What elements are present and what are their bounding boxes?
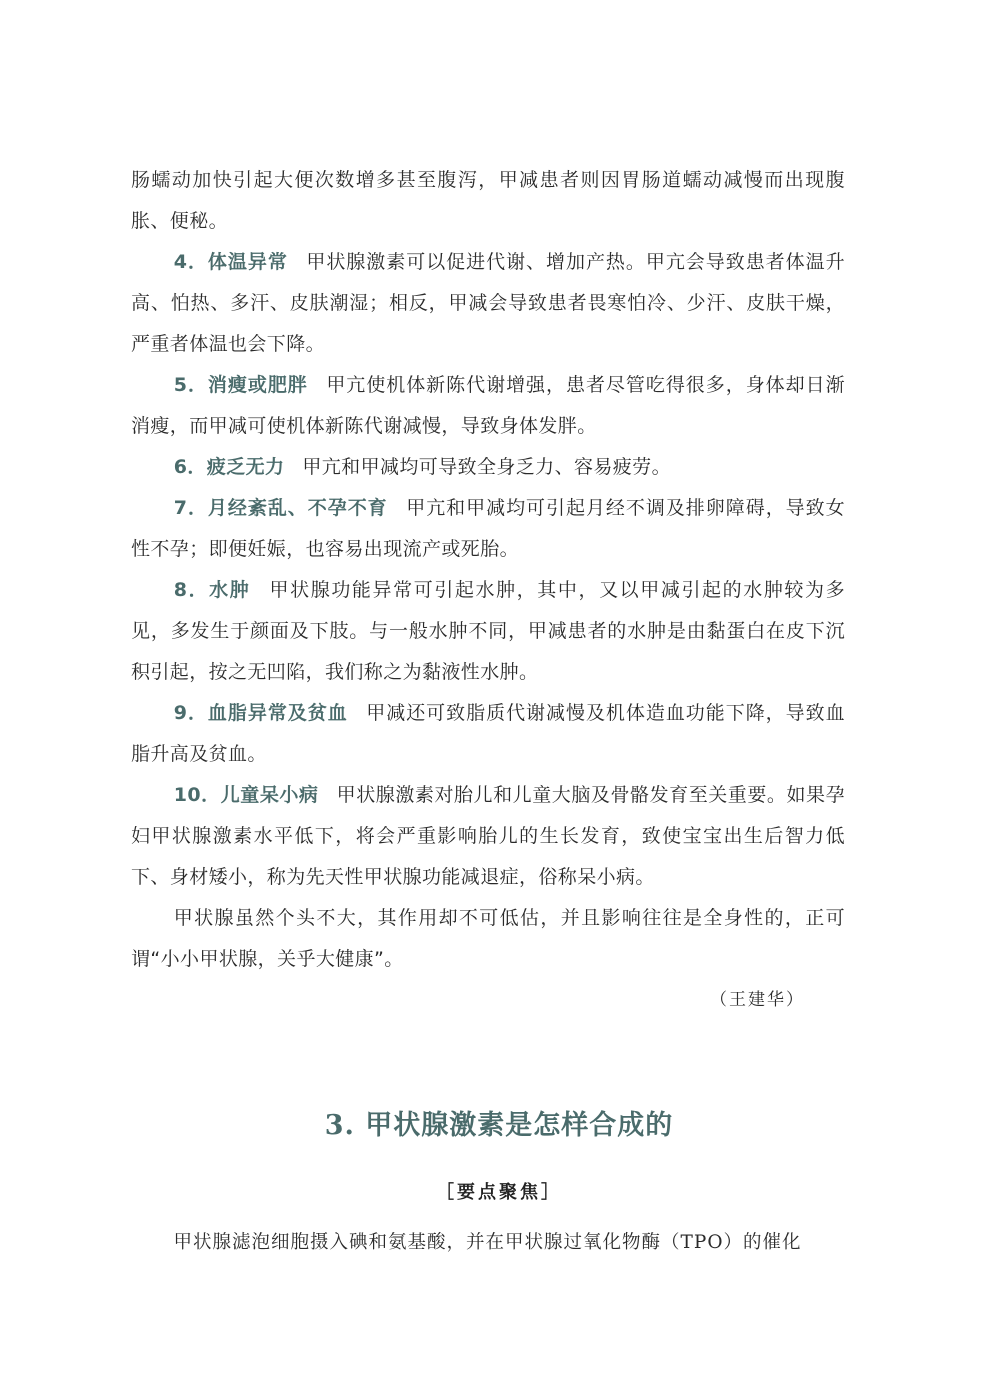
item-text: 甲状腺激素对胎儿和儿童大脑及骨骼发育至关重要。如果孕妇甲状腺激素水平低下，将会严重影响胎儿的生长发育，致使宝宝出生后智力低下、身材矮小，称为先天性甲状腺功能减退症，俗称呆小病。 — [131, 784, 845, 888]
item-text: 甲亢和甲减均可导致全身乏力、容易疲劳。 — [302, 456, 671, 478]
item-heading: 4．体温异常 — [173, 251, 288, 273]
intro-continuation: 肠蠕动加快引起大便次数增多甚至腹泻，甲减患者则因胃肠道蠕动减慢而出现腹胀、便秘。 — [131, 169, 845, 232]
item-text: 甲亢和甲减均可引起月经不调及排卵障碍，导致女性不孕；即便妊娠，也容易出现流产或死胎。 — [131, 497, 845, 560]
conclusion-paragraph: 甲状腺虽然个头不大，其作用却不可低估，并且影响往往是全身性的，正可谓“小小甲状腺，关乎大健康”。 — [131, 907, 845, 970]
item-heading: 5．消瘦或肥胖 — [173, 374, 308, 396]
item-edema — [131, 570, 845, 693]
item-heading: 8．水肿 — [173, 579, 251, 601]
keypoint-label: ［要点聚焦］ — [436, 1182, 562, 1203]
item-text: 甲状腺功能异常可引起水肿，其中，又以甲减引起的水肿较为多见，多发生于颜面及下肢。与一般水肿不同，甲减患者的水肿是由黏蛋白在皮下沉积引起，按之无凹陷，我们称之为黏液性水肿。 — [131, 579, 846, 683]
article-body — [131, 160, 845, 1021]
item-heading: 6．疲乏无力 — [173, 456, 285, 478]
item-cretinism — [131, 775, 845, 898]
item-menstrual-infertility — [131, 488, 845, 570]
item-heading: 7．月经紊乱、不孕不育 — [173, 497, 388, 519]
item-heading: 9．血脂异常及贫血 — [173, 702, 348, 724]
section-first-paragraph: 甲状腺滤泡细胞摄入碘和氨基酸，并在甲状腺过氧化物酶（TPO）的催化 — [173, 1232, 802, 1253]
item-text: 甲减还可致脂质代谢减慢及机体造血功能下降，导致血脂升高及贫血。 — [131, 702, 845, 765]
item-heading: 10．儿童呆小病 — [173, 784, 319, 806]
item-body-temperature — [131, 242, 845, 365]
author-credit: （王建华） — [710, 990, 805, 1010]
item-text: 甲亢使机体新陈代谢增强，患者尽管吃得很多，身体却日渐消瘦，而甲减可使机体新陈代谢减慢，导致身体发胖。 — [131, 374, 845, 437]
item-text: 甲状腺激素可以促进代谢、增加产热。甲亢会导致患者体温升高、怕热、多汗、皮肤潮湿；相反，甲减会导致患者畏寒怕冷、少汗、皮肤干燥，严重者体温也会下降。 — [131, 251, 845, 355]
item-fatigue — [131, 447, 845, 488]
item-lipid-anemia — [131, 693, 845, 775]
section-title: 3. 甲状腺激素是怎样合成的 — [324, 1110, 674, 1141]
item-weight-change — [131, 365, 845, 447]
